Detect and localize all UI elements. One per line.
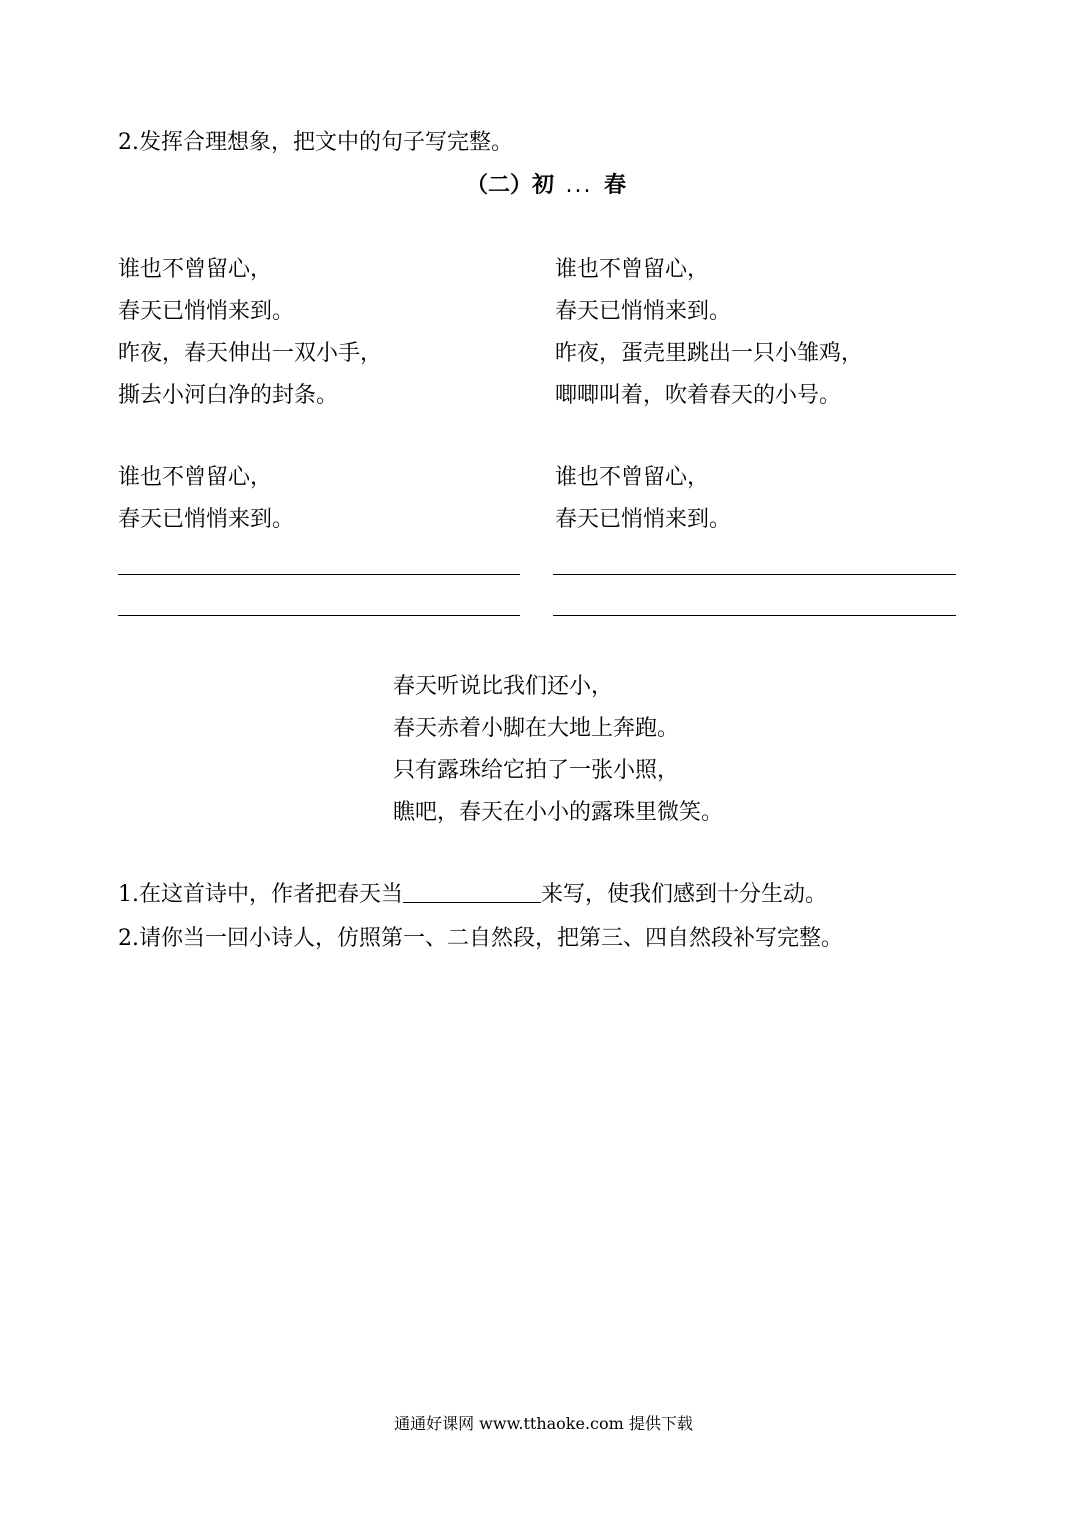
stanza-5-line-4: 瞧吧，春天在小小的露珠里微笑。 [393,800,724,825]
poem-title [466,175,626,197]
poem-title-left: （二）初 [466,173,555,198]
stanza-1-line-3: 昨夜，春天伸出一双小手， [118,341,383,366]
stanza-5-line-2: 春天赤着小脚在大地上奔跑。 [393,716,680,741]
question-1-before: 1.在这首诗中，作者把春天当 [118,882,403,907]
stanza-1-line-1: 谁也不曾留心， [118,257,273,282]
poem-title-right: 春 [604,173,627,198]
stanza-3-answer-line-2[interactable] [118,615,520,616]
stanza-4-line-2: 春天已悄悄来到。 [555,507,732,532]
intro-question: 2.发挥合理想象，把文中的句子写完整。 [118,130,513,155]
stanza-4-line-1: 谁也不曾留心， [555,465,710,490]
stanza-3-line-2: 春天已悄悄来到。 [118,507,295,532]
stanza-4-answer-line-2[interactable] [553,615,956,616]
stanza-2-line-4: 唧唧叫着，吹着春天的小号。 [555,383,842,408]
question-2: 2.请你当一回小诗人，仿照第一、二自然段，把第三、四自然段补写完整。 [118,926,843,951]
stanza-2-line-1: 谁也不曾留心， [555,257,710,282]
stanza-2-line-3: 昨夜，蛋壳里跳出一只小雏鸡， [555,341,864,366]
stanza-5-line-1: 春天听说比我们还小， [393,674,614,699]
stanza-5-line-3: 只有露珠给它拍了一张小照， [393,758,680,783]
stanza-3-answer-line-1[interactable] [118,574,520,575]
stanza-1-line-2: 春天已悄悄来到。 [118,299,295,324]
page-footer: 通通好课网 www.tthaoke.com 提供下载 [394,1414,693,1433]
stanza-3-line-1: 谁也不曾留心， [118,465,273,490]
question-1 [118,884,827,906]
question-1-after: 来写，使我们感到十分生动。 [541,882,828,907]
stanza-4-answer-line-1[interactable] [553,574,956,575]
question-1-blank[interactable] [403,884,541,903]
stanza-1-line-4: 撕去小河白净的封条。 [118,383,339,408]
poem-title-gap: ... [565,173,593,198]
stanza-2-line-2: 春天已悄悄来到。 [555,299,732,324]
